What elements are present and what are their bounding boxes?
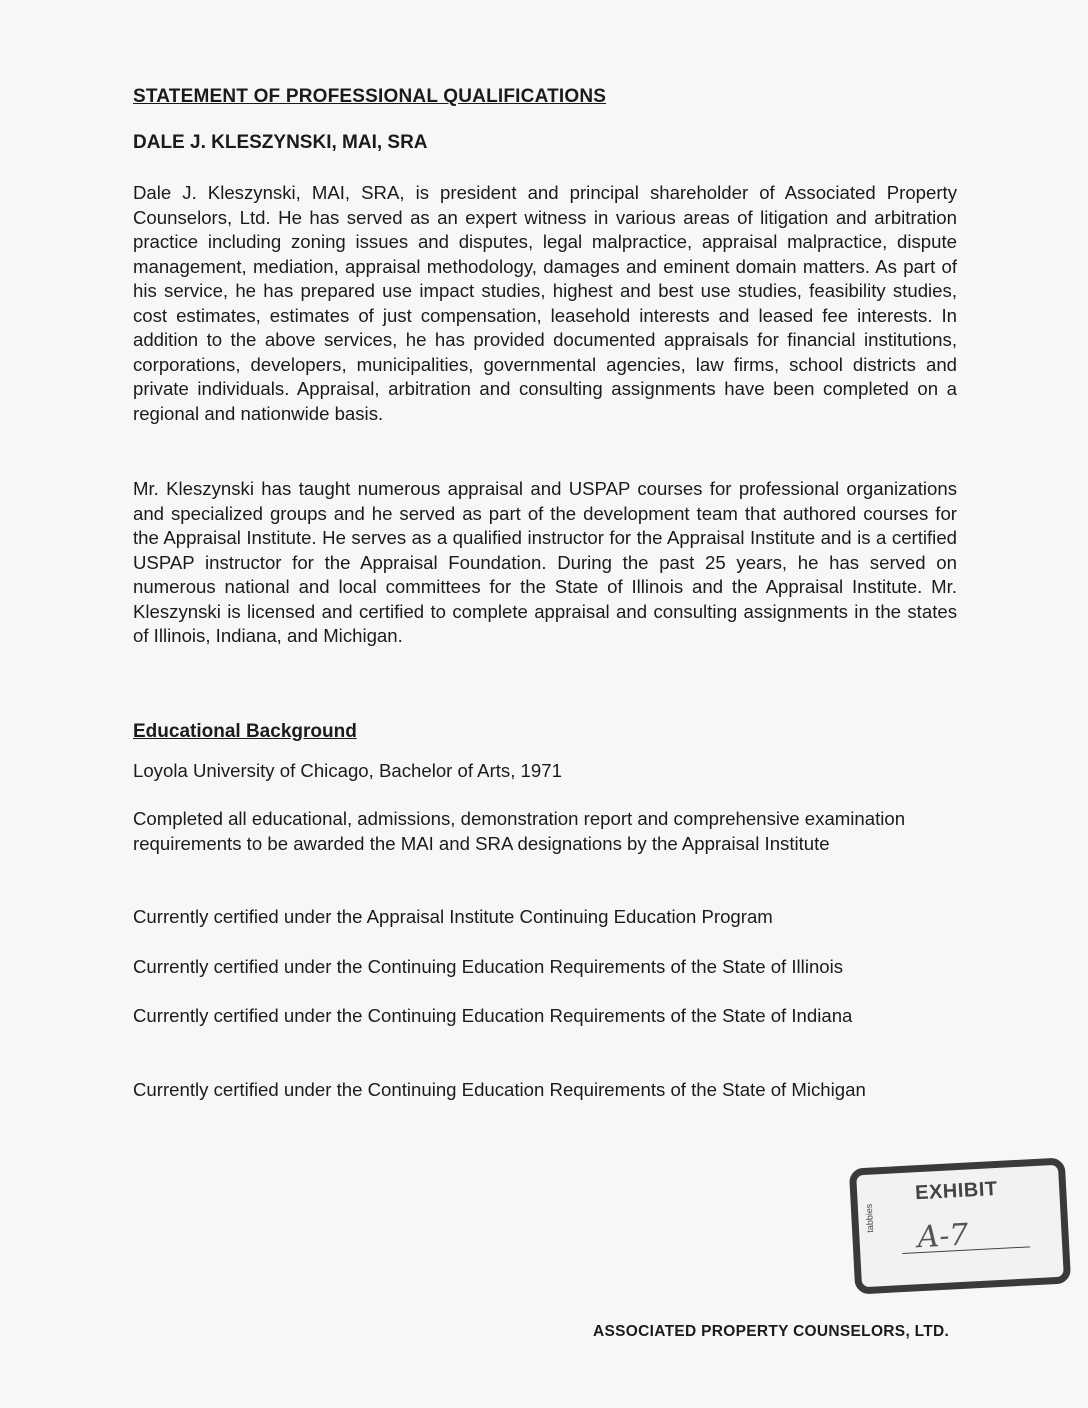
bio-paragraph: Dale J. Kleszynski, MAI, SRA, is president and principal shareholder of Associated Property Counselors, Ltd. He has served as an expert witness in various areas of litigation and arbitration practice including zoning issues and disputes, legal malpractice, appraisal malpractice, dispute management, mediation, appraisal methodology, damages and eminent domain matters. As part of his service, he has prepared use impact studies, highest and best use studies, feasibility studies, cost estimates, estimates of just compensation, leasehold interests and leased fee interests. In addition to the above services, he has provided documented appraisals for financial institutions, corporations, developers, municipalities, governmental agencies, law firms, school districts and private individuals. Appraisal, arbitration and consulting assignments have been completed on a regional and nationwide basis.: [133, 182, 957, 424]
document-title: STATEMENT OF PROFESSIONAL QUALIFICATIONS: [133, 86, 607, 107]
education-item: Currently certified under the Continuing Education Requirements of the State of Indiana: [133, 1005, 853, 1026]
education-item: Currently certified under the Continuing Education Requirements of the State of Illinois: [133, 956, 844, 977]
footer-company-name: ASSOCIATED PROPERTY COUNSELORS, LTD.: [593, 1323, 950, 1340]
education-heading: Educational Background: [133, 721, 357, 742]
education-item: Currently certified under the Appraisal Institute Continuing Education Program: [133, 906, 773, 927]
education-item: Completed all educational, admissions, demonstration report and comprehensive examination requirements to be awarded the MAI and SRA designations by the Appraisal Institute: [133, 808, 906, 854]
exhibit-stamp-label: EXHIBIT: [914, 1178, 999, 1205]
education-item: Currently certified under the Continuing Education Requirements of the State of Michigan: [133, 1079, 866, 1100]
education-item: Loyola University of Chicago, Bachelor of Arts, 1971: [133, 760, 562, 781]
exhibit-stamp-brand: tabbies: [863, 1203, 876, 1233]
person-name: DALE J. KLESZYNSKI, MAI, SRA: [133, 132, 428, 153]
exhibit-stamp: [849, 1157, 1071, 1294]
teaching-paragraph: Mr. Kleszynski has taught numerous appraisal and USPAP courses for professional organizations and specialized groups and he served as part of the development team that authored courses for the Appraisal Institute. He serves as a qualified instructor for the Appraisal Institute and is a certified USPAP instructor for the Appraisal Foundation. During the past 25 years, he has served on numerous national and local committees for the State of Illinois and the Appraisal Institute. Mr. Kleszynski is licensed and certified to complete appraisal and consulting assignments in the states of Illinois, Indiana, and Michigan.: [133, 478, 957, 646]
exhibit-number: A-7: [916, 1217, 970, 1256]
